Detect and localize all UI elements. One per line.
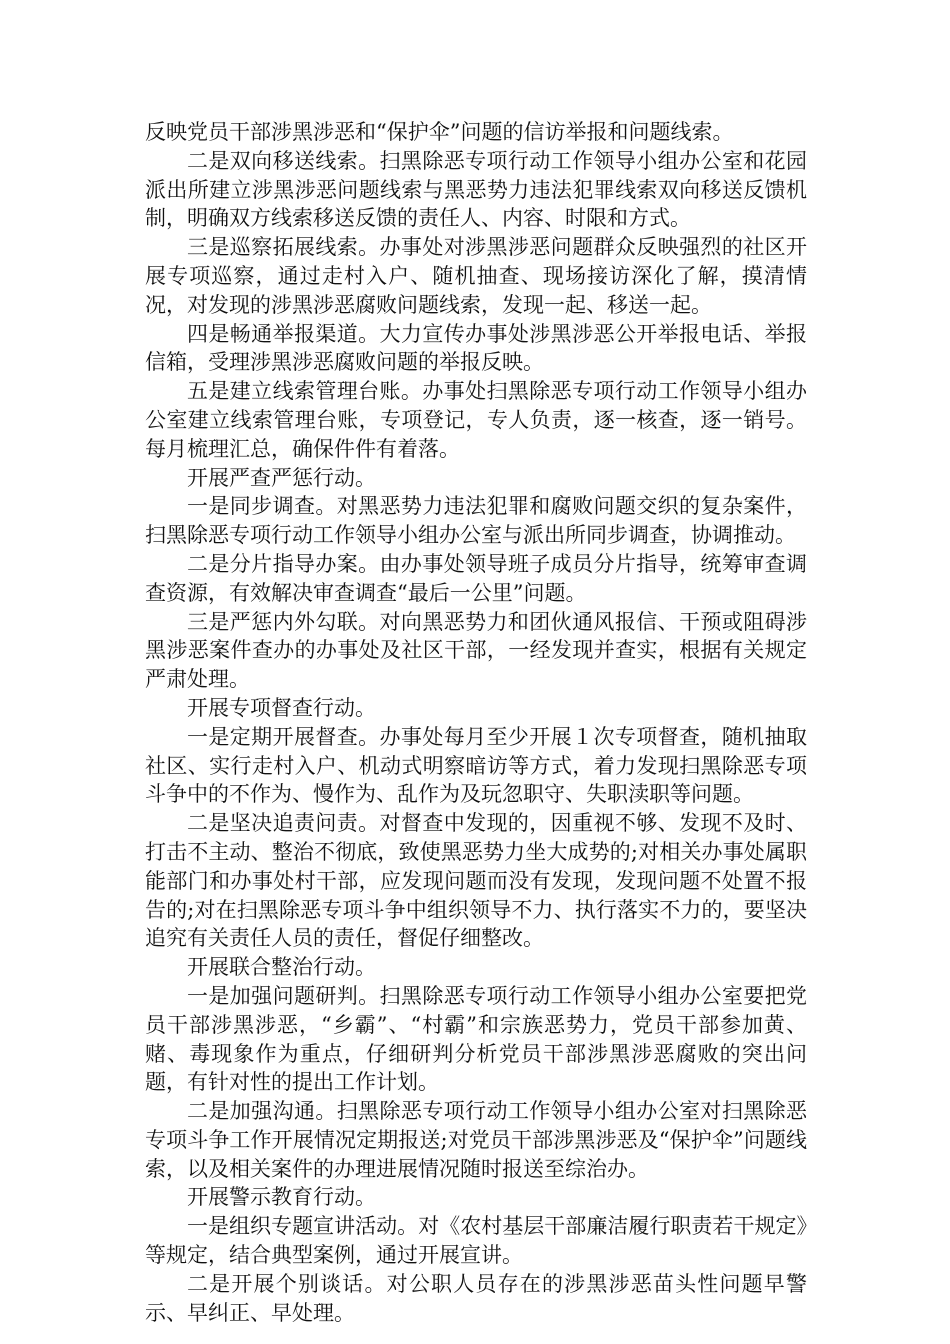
- paragraph: 一是加强问题研判。扫黑除恶专项行动工作领导小组办公室要把党员干部涉黑涉恶，“乡霸”、“村霸”和宗族恶势力，党员干部参加黄、赌、毒现象作为重点，仔细研判分析党员干部涉黑涉恶腐败的突出问题，有针对性的提出工作计划。: [145, 983, 807, 1095]
- paragraph: 三是巡察拓展线索。办事处对涉黑涉恶问题群众反映强烈的社区开展专项巡察，通过走村入户、随机抽查、现场接访深化了解，摸清情况，对发现的涉黑涉恶腐败问题线索，发现一起、移送一起。: [145, 235, 807, 317]
- paragraph: 二是坚决追责问责。对督查中发现的，因重视不够、发现不及时、打击不主动、整治不彻底，致使黑恶势力坐大成势的;对相关办事处属职能部门和办事处村干部，应发现问题而没有发现，发现问题不处置不报告的;对在扫黑除恶专项斗争中组织领导不力、执行落实不力的，要坚决追究有关责任人员的责任，督促仔细整改。: [145, 811, 807, 951]
- paragraph: 五是建立线索管理台账。办事处扫黑除恶专项行动工作领导小组办公室建立线索管理台账，专项登记，专人负责，逐一核查，逐一销号。每月梳理汇总，确保件件有着落。: [145, 379, 807, 461]
- paragraph: 二是开展个别谈话。对公职人员存在的涉黑涉恶苗头性问题早警示、早纠正、早处理。: [145, 1271, 807, 1325]
- document-body: [145, 118, 807, 1327]
- paragraph: 三是严惩内外勾联。对向黑恶势力和团伙通风报信、干预或阻碍涉黑涉恶案件查办的办事处及社区干部，一经发现并查实，根据有关规定严肃处理。: [145, 609, 807, 692]
- paragraph: 一是同步调查。对黑恶势力违法犯罪和腐败问题交织的复杂案件，扫黑除恶专项行动工作领导小组办公室与派出所同步调查，协调推动。: [145, 494, 807, 548]
- section-heading: 开展警示教育行动。: [187, 1185, 376, 1210]
- paragraph: 二是分片指导办案。由办事处领导班子成员分片指导，统筹审查调查资源，有效解决审查调查“最后一公里”问题。: [145, 551, 807, 605]
- paragraph: 二是加强沟通。扫黑除恶专项行动工作领导小组办公室对扫黑除恶专项斗争工作开展情况定期报送;对党员干部涉黑涉恶及“保护伞”问题线索，以及相关案件的办理进展情况随时报送至综治办。: [145, 1099, 807, 1181]
- paragraph: 一是定期开展督查。办事处每月至少开展１次专项督查，随机抽取社区、实行走村入户、机动式明察暗访等方式，着力发现扫黑除恶专项斗争中的不作为、慢作为、乱作为及玩忽职守、失职渎职等问题。: [145, 724, 807, 807]
- paragraph: 一是组织专题宣讲活动。对《农村基层干部廉洁履行职责若干规定》等规定，结合典型案例，通过开展宣讲。: [145, 1214, 807, 1268]
- section-heading: 开展严查严惩行动。: [187, 465, 376, 490]
- section-heading: 开展专项督查行动。: [187, 695, 376, 720]
- paragraph: 反映党员干部涉黑涉恶和“保护伞”问题的信访举报和问题线索。: [145, 120, 734, 144]
- section-heading: 开展联合整治行动。: [187, 955, 376, 980]
- paragraph: 四是畅通举报渠道。大力宣传办事处涉黑涉恶公开举报电话、举报信箱，受理涉黑涉恶腐败问题的举报反映。: [145, 321, 807, 375]
- paragraph: 二是双向移送线索。扫黑除恶专项行动工作领导小组办公室和花园派出所建立涉黑涉恶问题线索与黑恶势力违法犯罪线索双向移送反馈机制，明确双方线索移送反馈的责任人、内容、时限和方式。: [145, 148, 807, 231]
